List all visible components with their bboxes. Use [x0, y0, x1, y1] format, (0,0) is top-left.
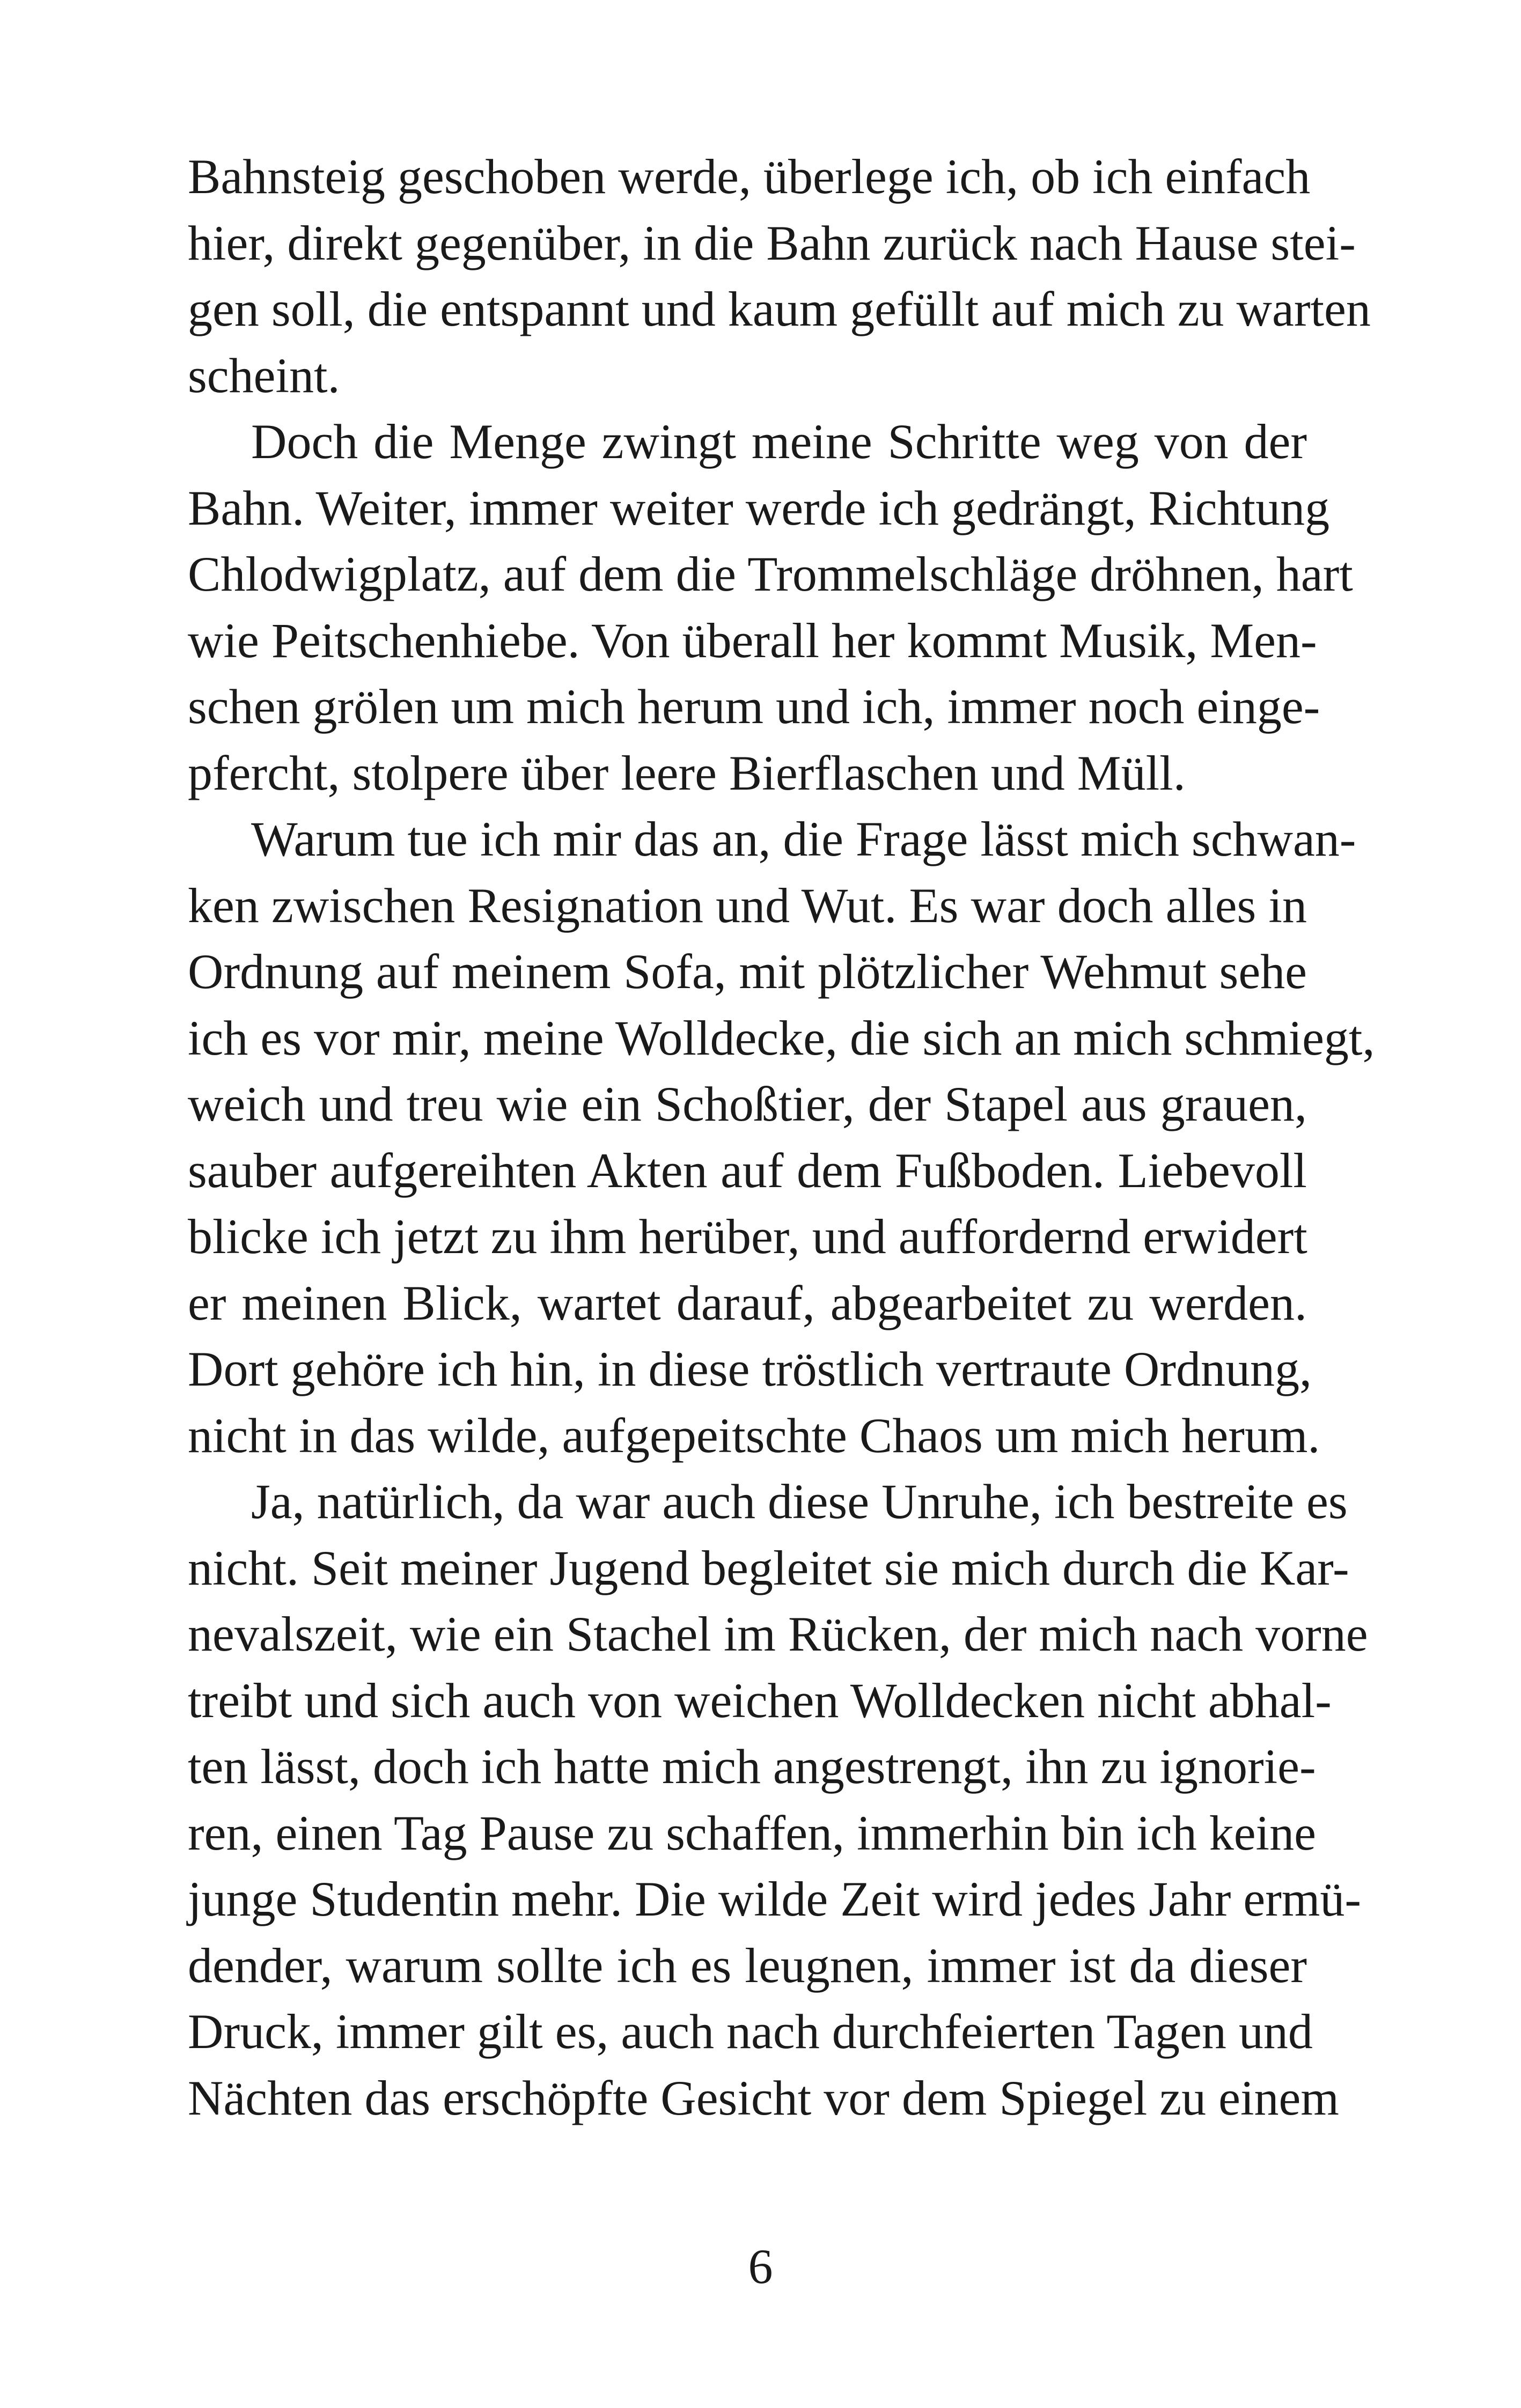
- text-line: ten lässt, doch ich hatte mich angestrengt, ihn zu ignorie-: [188, 1739, 1316, 1794]
- text-line: weich und treu wie ein Schoßtier, der Stapel aus grauen,: [188, 1077, 1307, 1131]
- text-line: Chlodwigplatz, auf dem die Trommelschläge dröhnen, hart: [188, 547, 1353, 601]
- paragraph-4: [188, 1469, 1368, 2131]
- text-line: ren, einen Tag Pause zu schaffen, immerhin bin ich keine: [188, 1805, 1316, 1860]
- text-line: schen grölen um mich herum und ich, immer noch einge-: [188, 679, 1320, 734]
- text-line: Dort gehöre ich hin, in diese tröstlich vertraute Ordnung,: [188, 1342, 1312, 1396]
- page-number: 6: [748, 2239, 773, 2294]
- text-line: Warum tue ich mir das an, die Frage lässt mich schwan-: [251, 812, 1356, 866]
- text-line: pfercht, stolpere über leere Bierflaschen und Müll.: [188, 745, 1186, 800]
- text-line: Ja, natürlich, da war auch diese Unruhe, ich bestreite es: [251, 1474, 1348, 1529]
- text-line: nevalszeit, wie ein Stachel im Rücken, der mich nach vorne: [188, 1607, 1368, 1661]
- body-text: [188, 144, 1375, 2131]
- text-line: Ordnung auf meinem Sofa, mit plötzlicher Wehmut sehe: [188, 944, 1307, 999]
- text-line: wie Peitschenhiebe. Von überall her kommt Musik, Men-: [188, 613, 1317, 668]
- text-line: blicke ich jetzt zu ihm herüber, und auffordernd erwidert: [188, 1209, 1307, 1264]
- text-line: er meinen Blick, wartet darauf, abgearbeitet zu werden.: [188, 1275, 1307, 1330]
- paragraph-3: [188, 806, 1375, 1469]
- text-line: scheint.: [188, 348, 340, 403]
- text-line: junge Studentin mehr. Die wilde Zeit wird jedes Jahr ermü-: [188, 1872, 1362, 1926]
- text-line: gen soll, die entspannt und kaum gefüllt auf mich zu warten: [188, 282, 1371, 336]
- text-line: treibt und sich auch von weichen Wolldecken nicht abhal-: [188, 1673, 1332, 1728]
- text-line: sauber aufgereihten Akten auf dem Fußboden. Liebevoll: [188, 1143, 1307, 1198]
- text-line: ken zwischen Resignation und Wut. Es war doch alles in: [188, 878, 1307, 933]
- text-line: Bahnsteig geschoben werde, überlege ich, ob ich einfach: [188, 149, 1311, 204]
- text-line: hier, direkt gegenüber, in die Bahn zurück nach Hause stei-: [188, 215, 1356, 270]
- text-line: ich es vor mir, meine Wolldecke, die sich an mich schmiegt,: [188, 1010, 1375, 1065]
- paragraph-1: [188, 144, 1371, 409]
- text-line: Nächten das erschöpfte Gesicht vor dem Spiegel zu einem: [188, 2070, 1339, 2125]
- text-line: Bahn. Weiter, immer weiter werde ich gedrängt, Richtung: [188, 480, 1330, 535]
- text-line: nicht. Seit meiner Jugend begleitet sie mich durch die Kar-: [188, 1540, 1349, 1595]
- text-line: dender, warum sollte ich es leugnen, immer ist da dieser: [188, 1938, 1307, 1993]
- text-line: nicht in das wilde, aufgepeitschte Chaos um mich herum.: [188, 1408, 1320, 1463]
- text-line: Druck, immer gilt es, auch nach durchfeierten Tagen und: [188, 2004, 1313, 2059]
- text-line: Doch die Menge zwingt meine Schritte weg von der: [251, 414, 1307, 469]
- paragraph-2: [188, 409, 1353, 806]
